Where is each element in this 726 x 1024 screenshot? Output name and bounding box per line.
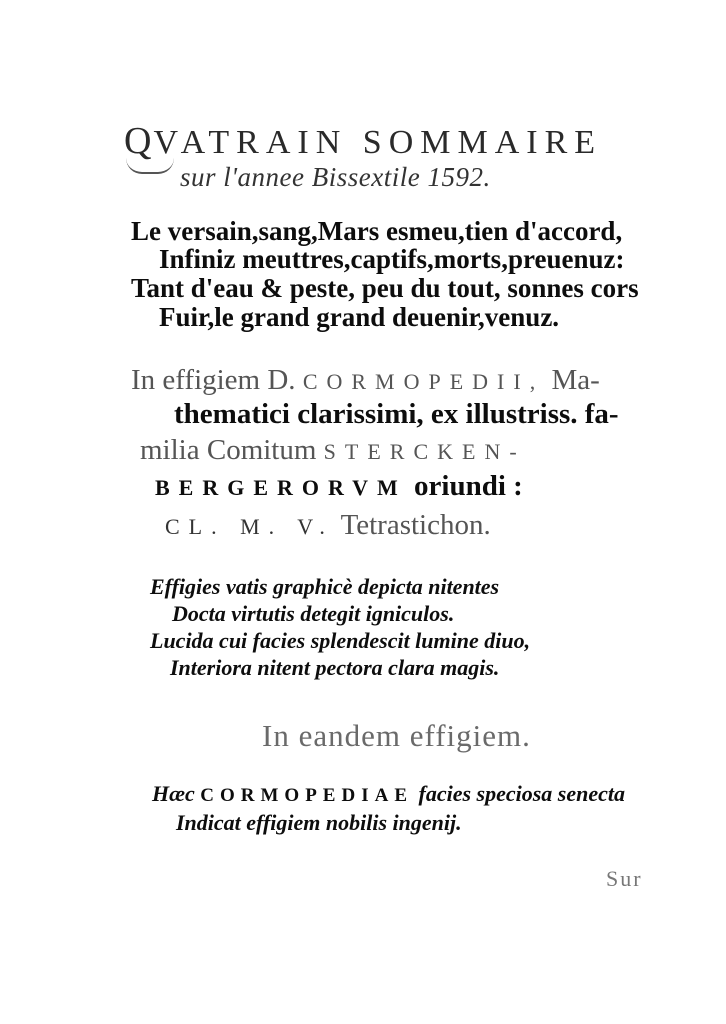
dedication-l1-c: Ma-: [551, 364, 600, 396]
second-heading: In eandem effigiem.: [262, 718, 531, 753]
distich-l1-a: Hæc: [152, 781, 195, 806]
dedication-l1-a: In effigiem D.: [131, 364, 296, 396]
quatrain-line-1: Le versain,sang,Mars esmeu,tien d'accord,: [131, 216, 623, 246]
quatrain-line-4: Fuir,le grand grand deuenir,venuz.: [159, 302, 560, 332]
dedication-line-3: [140, 436, 526, 465]
page-subtitle: sur l'annee Bissextile 1592.: [180, 162, 491, 192]
dedication-l4-name: BERGERORVM: [155, 475, 407, 500]
epigram-line-1: Effigies vatis graphicè depicta nitentes: [150, 574, 500, 599]
epigram-line-2: Docta virtutis detegit igniculos.: [172, 601, 455, 626]
title-swash-ornament: [126, 158, 174, 174]
distich-l1-name: CORMOPEDIAE: [200, 785, 413, 806]
dedication-l3-name: STERCKEN-: [323, 439, 526, 464]
catchword: Sur: [606, 866, 643, 891]
dedication-line-4: [155, 472, 523, 501]
distich-line-1: [152, 783, 625, 805]
distich-line-2: Indicat effigiem nobilis ingenij.: [176, 810, 462, 835]
epigram-line-4: Interiora nitent pectora clara magis.: [170, 655, 500, 680]
dedication-l5-b: Tetrastichon.: [340, 509, 491, 541]
dedication-line-1: [131, 366, 600, 395]
epigram-line-3: Lucida cui facies splendescit lumine diuo,: [150, 628, 531, 653]
dedication-l5-author: CL. M. V.: [165, 514, 334, 539]
dedication-line-5: [165, 511, 491, 540]
page-title: [124, 122, 602, 160]
quatrain-line-3: Tant d'eau & peste, peu du tout, sonnes cors: [131, 273, 639, 303]
dedication-l1-name: CORMOPEDII,: [302, 369, 545, 394]
dedication-line-2: thematici clarissimi, ex illustriss. fa-: [174, 398, 619, 430]
dedication-l4-b: oriundi :: [414, 470, 523, 502]
title-rest: VATRAIN SOMMAIRE: [153, 124, 603, 161]
dedication-l3-a: milia Comitum: [140, 434, 317, 466]
quatrain-line-2: Infiniz meuttres,captifs,morts,preuenuz:: [159, 244, 625, 274]
distich-l1-c: facies speciosa senecta: [418, 781, 625, 806]
title-initial: Q: [124, 120, 154, 162]
